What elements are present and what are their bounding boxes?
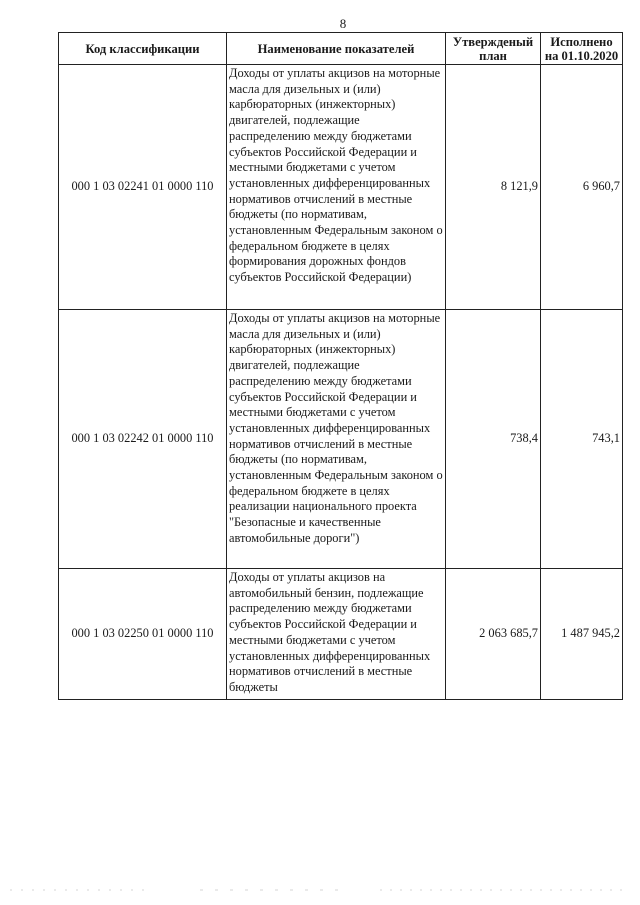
header-plan: Утвержденый план xyxy=(446,33,541,65)
table-row xyxy=(59,569,623,700)
row-plan: 738,4 xyxy=(446,310,541,569)
header-done: Исполнено на 01.10.2020 xyxy=(541,33,623,65)
header-row xyxy=(59,33,623,65)
row-plan: 2 063 685,7 xyxy=(446,569,541,700)
page-number: 8 xyxy=(339,16,347,31)
row-name: Доходы от уплаты акцизов на моторные масла для дизельных и (или) карбюраторных (инжекторных) двигателей, подлежащие распределению между бюджетами субъектов Российской Федерации и местными бюджетами с учетом установленных дифференцированных нормативов отчислений в местные бюджеты (по нормативам, установленным Федеральным законом о федеральном бюджете в целях формирования дорожных фондов субъектов Российской Федерации) xyxy=(227,65,446,310)
row-name: Доходы от уплаты акцизов на автомобильный бензин, подлежащие распределению между бюджетами субъектов Российской Федерации и местными бюджетами с учетом установленных дифференцированных нормативов отчислений в местные бюджеты xyxy=(227,569,446,700)
table-row xyxy=(59,65,623,310)
row-done: 1 487 945,2 xyxy=(541,569,623,700)
table-body xyxy=(59,65,623,700)
header-name: Наименование показателей xyxy=(227,33,446,65)
row-done: 743,1 xyxy=(541,310,623,569)
header-code: Код классификации xyxy=(59,33,227,65)
row-done: 6 960,7 xyxy=(541,65,623,310)
row-code: 000 1 03 02242 01 0000 110 xyxy=(59,310,227,569)
row-code: 000 1 03 02250 01 0000 110 xyxy=(59,569,227,700)
budget-table xyxy=(58,32,623,700)
row-plan: 8 121,9 xyxy=(446,65,541,310)
row-code: 000 1 03 02241 01 0000 110 xyxy=(59,65,227,310)
scan-artifacts xyxy=(0,889,640,891)
table-header xyxy=(59,33,623,65)
row-name: Доходы от уплаты акцизов на моторные масла для дизельных и (или) карбюраторных (инжекторных) двигателей, подлежащие распределению между бюджетами субъектов Российской Федерации и местными бюджетами с учетом установленных дифференцированных нормативов отчислений в местные бюджеты (по нормативам, установленным Федеральным законом о федеральном бюджете в целях реализации национального проекта "Безопасные и качественные автомобильные дороги") xyxy=(227,310,446,569)
table-row xyxy=(59,310,623,569)
